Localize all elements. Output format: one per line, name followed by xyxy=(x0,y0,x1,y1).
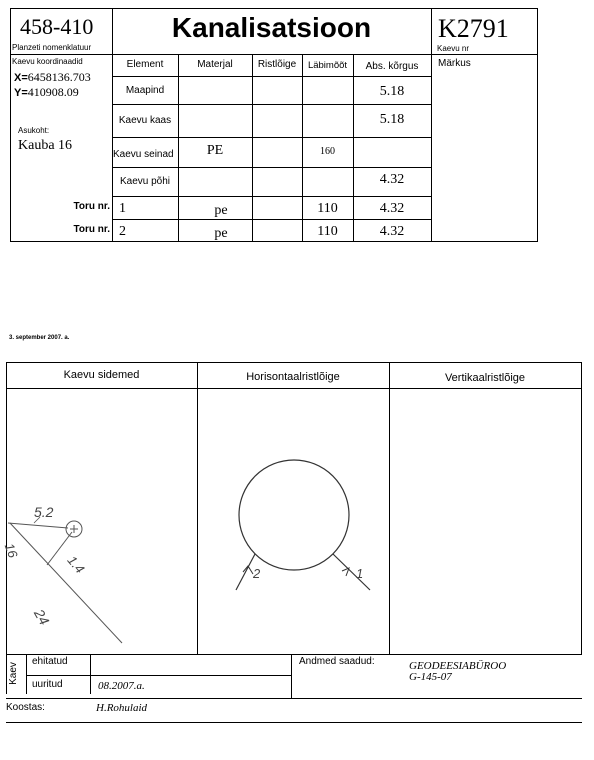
pipe-line-1 xyxy=(333,554,370,590)
divider xyxy=(90,654,91,694)
col-header-material: Materjal xyxy=(197,59,233,70)
surveyed-label: uuritud xyxy=(32,679,63,690)
location-value: Kauba 16 xyxy=(18,138,73,153)
pipe-number: 2 xyxy=(119,224,126,239)
col-header-remarks: Märkus xyxy=(438,58,471,69)
sketch-label-pipe-1: 1 xyxy=(356,566,364,581)
pipe-label: Toru nr. xyxy=(73,201,110,212)
table-cell: PE xyxy=(206,143,224,158)
divider xyxy=(291,654,292,698)
table-row-label: Kaevu põhi xyxy=(119,176,171,187)
col-header-abs-height: Abs. kõrgus xyxy=(365,61,419,72)
table-cell: 5.18 xyxy=(379,112,405,127)
nomenclature-number: 458-410 xyxy=(20,14,94,39)
pipe-label: Toru nr. xyxy=(73,224,110,235)
surveyed-value: 08.2007.a. xyxy=(98,680,145,692)
divider xyxy=(6,698,582,699)
col-header-diameter: Läbimõõt xyxy=(307,60,348,71)
table-cell: 4.32 xyxy=(379,201,405,216)
table-row-label: Kaevu seinad xyxy=(113,149,174,160)
link-line-top xyxy=(8,523,68,528)
table-row-label: Kaevu kaas xyxy=(118,115,172,126)
sketch-label-bottom: 24 xyxy=(30,606,53,628)
compiled-value: H.Rohulaid xyxy=(96,702,148,714)
link-line-diagonal xyxy=(10,523,122,643)
table-cell: 160 xyxy=(320,146,335,157)
panel-title-vertical: Vertikaalristlõige xyxy=(444,372,526,384)
panel-title-links: Kaevu sidemed xyxy=(63,369,140,381)
col-header-cross-section: Ristlõige xyxy=(257,59,297,70)
coordinates-label: Kaevu koordinaadid xyxy=(12,57,83,66)
y-value: 410908.09 xyxy=(27,85,79,99)
data-from-value: GEODEESIABÜROO xyxy=(409,660,507,672)
location-label: Asukoht: xyxy=(18,126,50,135)
nomenclature-label: Planzeti nomenklatuur xyxy=(12,43,92,52)
pipe-number: 1 xyxy=(119,201,126,216)
compiled-label: Koostas: xyxy=(6,702,45,713)
data-from-label: Andmed saadud: xyxy=(299,656,375,667)
table-row-label: Maapind xyxy=(125,85,165,96)
table-cell: pe xyxy=(214,203,228,218)
table-cell: 4.32 xyxy=(379,172,405,187)
links-sketch xyxy=(8,517,122,643)
sketch-label-top: 5.2 xyxy=(34,504,54,520)
divider xyxy=(6,722,582,723)
panel-title-horizontal: Horisontaalristlõige xyxy=(246,371,340,383)
x-label: X= xyxy=(14,72,28,84)
table-cell: 4.32 xyxy=(379,224,405,239)
divider xyxy=(26,654,27,694)
sketch-label-pipe-2: 2 xyxy=(253,566,261,581)
table-cell: pe xyxy=(214,226,228,241)
col-header-element: Element xyxy=(126,59,164,70)
well-number: K2791 xyxy=(438,14,509,43)
x-value: 6458136.703 xyxy=(27,70,91,84)
data-from-code: G-145-07 xyxy=(409,671,452,683)
table-cell: 5.18 xyxy=(379,84,405,99)
side-label: Kaev xyxy=(7,662,19,685)
table-cell: 110 xyxy=(317,224,338,239)
sketch-label-middle: 1.4 xyxy=(64,552,88,577)
built-label: ehitatud xyxy=(32,656,68,667)
page-title: Kanalisatsioon xyxy=(171,12,372,43)
sketch-label-left: 16 xyxy=(1,541,21,560)
date-line: 3. september 2007. a. xyxy=(9,335,70,341)
well-circle xyxy=(239,460,349,570)
table-cell: 110 xyxy=(317,201,338,216)
y-label: Y= xyxy=(14,87,28,99)
divider xyxy=(26,675,291,676)
well-number-label: Kaevu nr xyxy=(437,44,470,53)
